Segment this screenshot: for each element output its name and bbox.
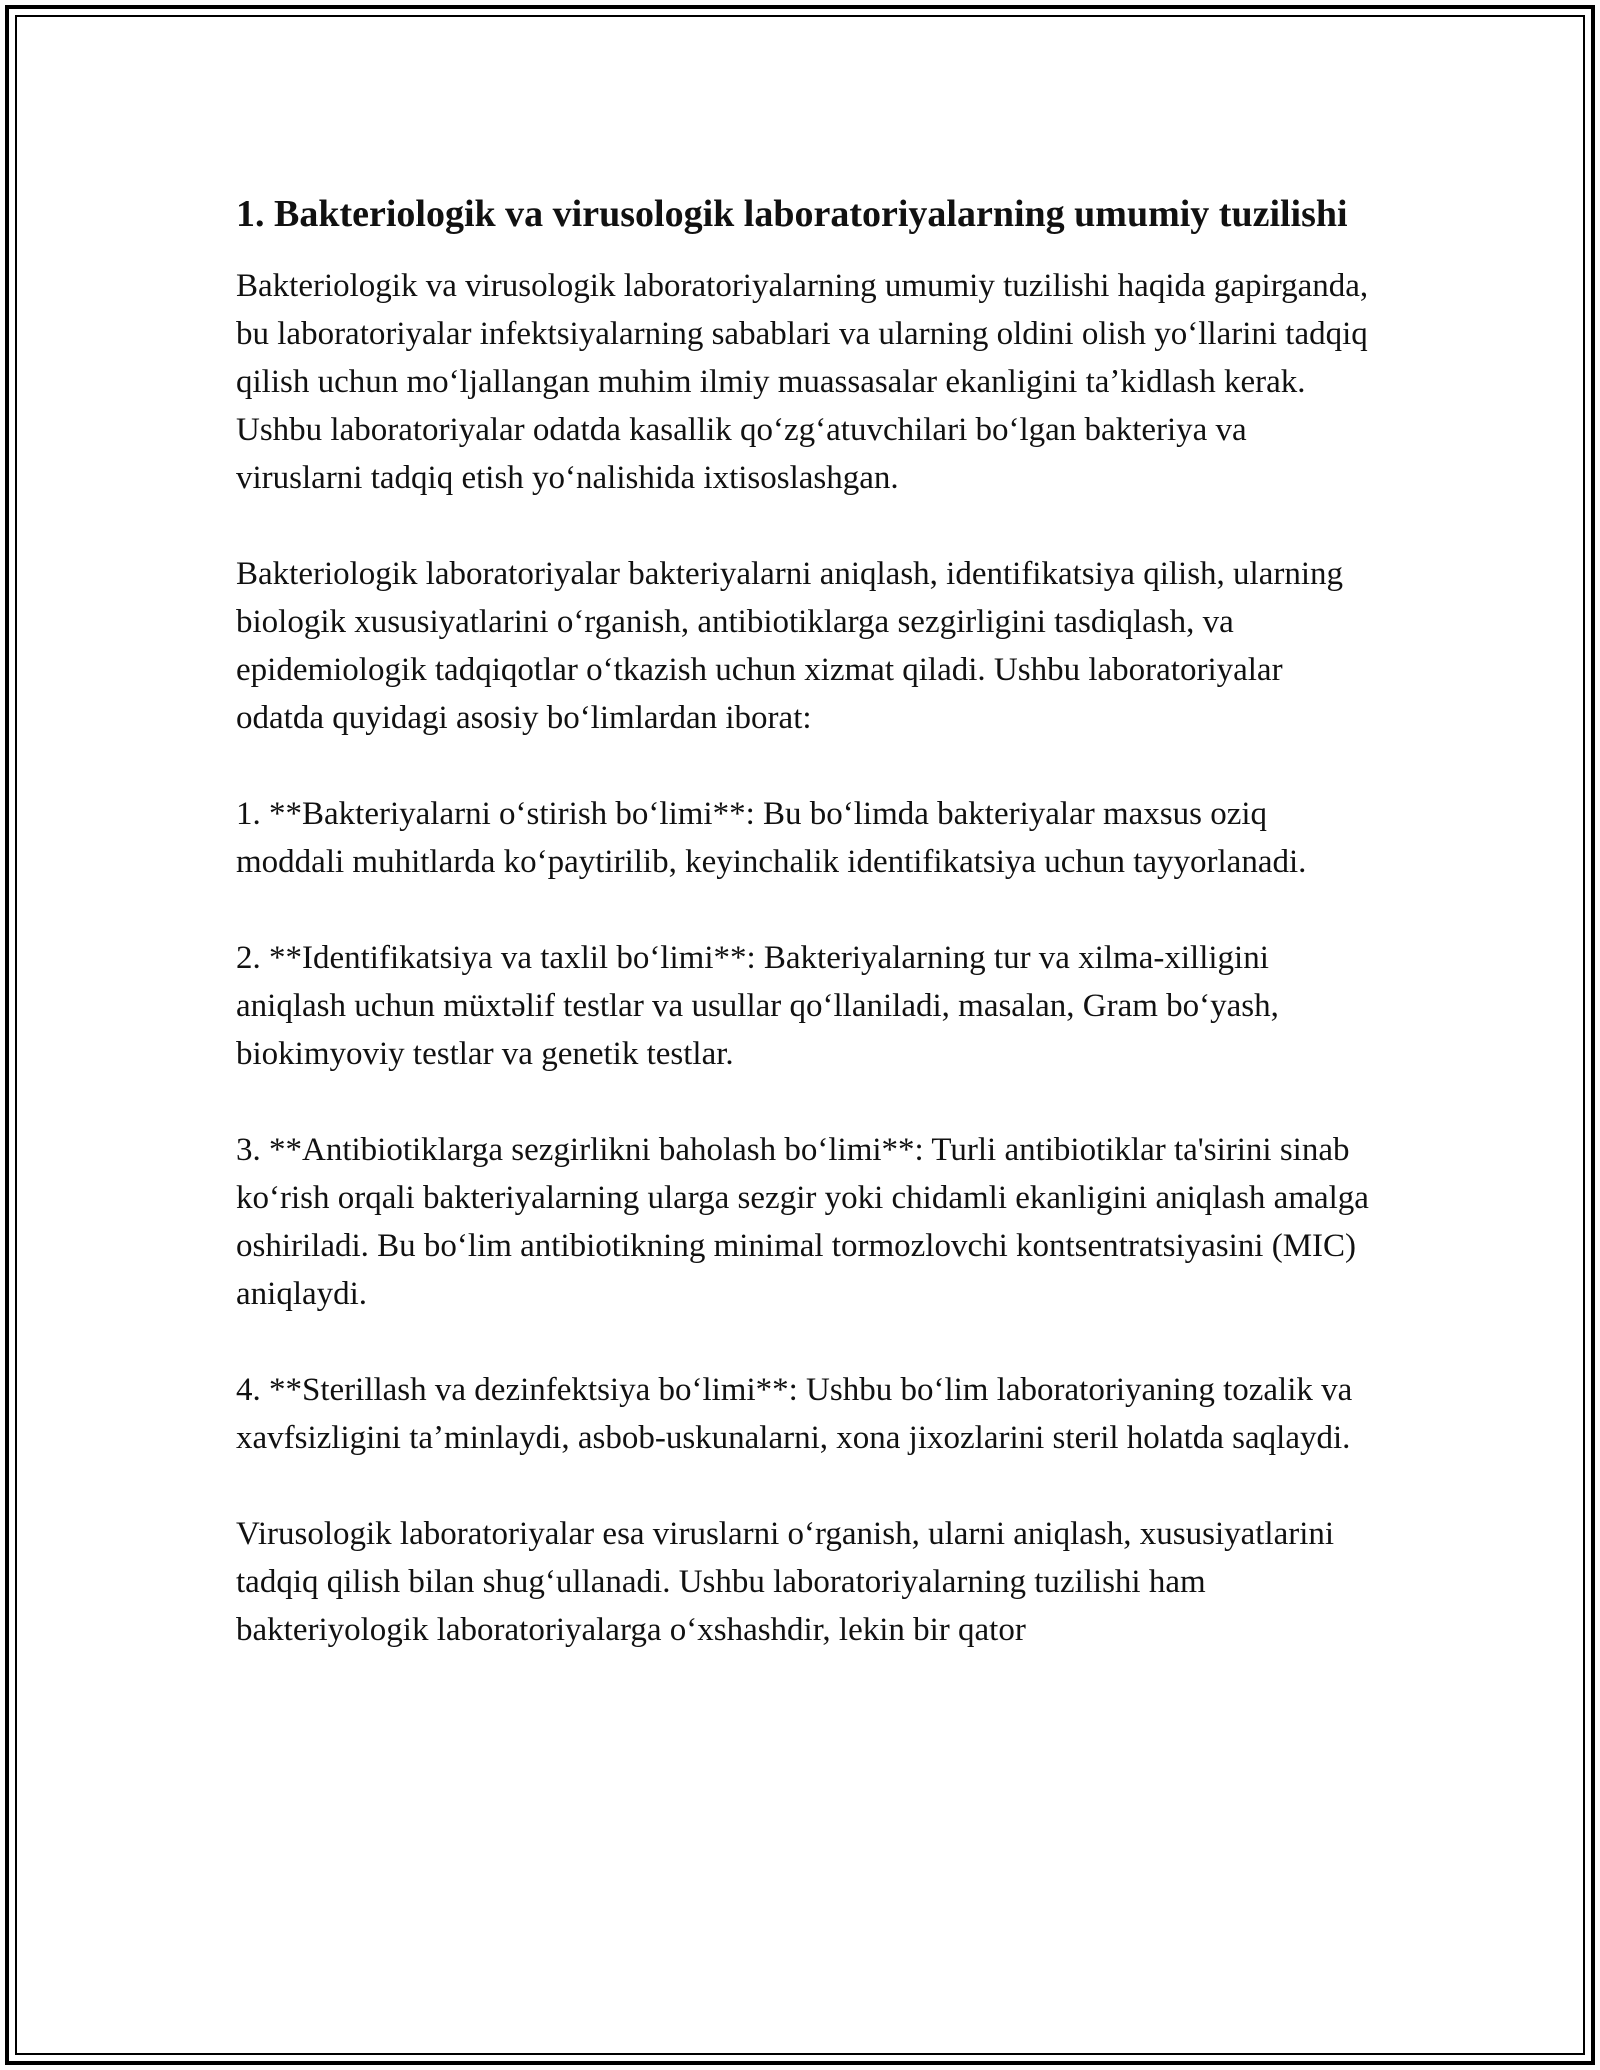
list-item-1: 1. **Bakteriyalarni oʻstirish boʻlimi**: Bu boʻlimda bakteriyalar maxsus oziq moddali muhitlarda koʻpaytirilib, keyinchalik identifikatsiya uchun tayyorlanadi. bbox=[236, 796, 1307, 880]
section-heading: 1. Bakteriologik va virusologik laboratoriyalarning umumiy tuzilishi bbox=[236, 193, 1348, 235]
paragraph-virology: Virusologik laboratoriyalar esa viruslarni oʻrganish, ularni aniqlash, xususiyatlarini tadqiq qilish bilan shugʻullanadi. Ushbu laboratoriyalarning tuzilishi ham bakteriyologik laboratoriyalarga oʻxshashdir, lekin bir qator bbox=[236, 1516, 1335, 1648]
list-item-4: 4. **Sterillash va dezinfektsiya boʻlimi**: Ushbu boʻlim laboratoriyaning tozalik va xavfsizligini taʼminlaydi, asbob-uskunalarni, xona jixozlarini steril holatda saqlaydi. bbox=[236, 1372, 1353, 1456]
document-body bbox=[236, 188, 1371, 1702]
list-item-3: 3. **Antibiotiklarga sezgirlikni baholash boʻlimi**: Turli antibiotiklar ta'sirini sinab koʻrish orqali bakteriyalarning ularga sezgir yoki chidamli ekanligini aniqlash amalga oshiriladi. Bu boʻlim antibiotikning minimal tormozlovchi kontsentratsiyasini (MIC) aniqlaydi. bbox=[236, 1132, 1369, 1312]
paragraph-bacteriology: Bakteriologik laboratoriyalar bakteriyalarni aniqlash, identifikatsiya qilish, ularning biologik xususiyatlarini oʻrganish, antibiotiklarga sezgirligini tasdiqlash, va epidemiologik tadqiqotlar oʻtkazish uchun xizmat qiladi. Ushbu laboratoriyalar odatda quyidagi asosiy boʻlimlardan iborat: bbox=[236, 556, 1344, 736]
paragraph-intro: Bakteriologik va virusologik laboratoriyalarning umumiy tuzilishi haqida gapirganda, bu laboratoriyalar infektsiyalarning sabablari va ularning oldini olish yoʻllarini tadqiq qilish uchun moʻljallangan muhim ilmiy muassasalar ekanligini taʼkidlash kerak. Ushbu laboratoriyalar odatda kasallik qoʻzgʻatuvchilari boʻlgan bakteriya va viruslarni tadqiq etish yoʻnalishida ixtisoslashgan. bbox=[236, 268, 1369, 496]
list-item-2: 2. **Identifikatsiya va taxlil boʻlimi**: Bakteriyalarning tur va xilma-xilligini aniqlash uchun müxtəlif testlar va usullar qoʻllaniladi, masalan, Gram boʻyash, biokimyoviy testlar va genetik testlar. bbox=[236, 940, 1279, 1072]
